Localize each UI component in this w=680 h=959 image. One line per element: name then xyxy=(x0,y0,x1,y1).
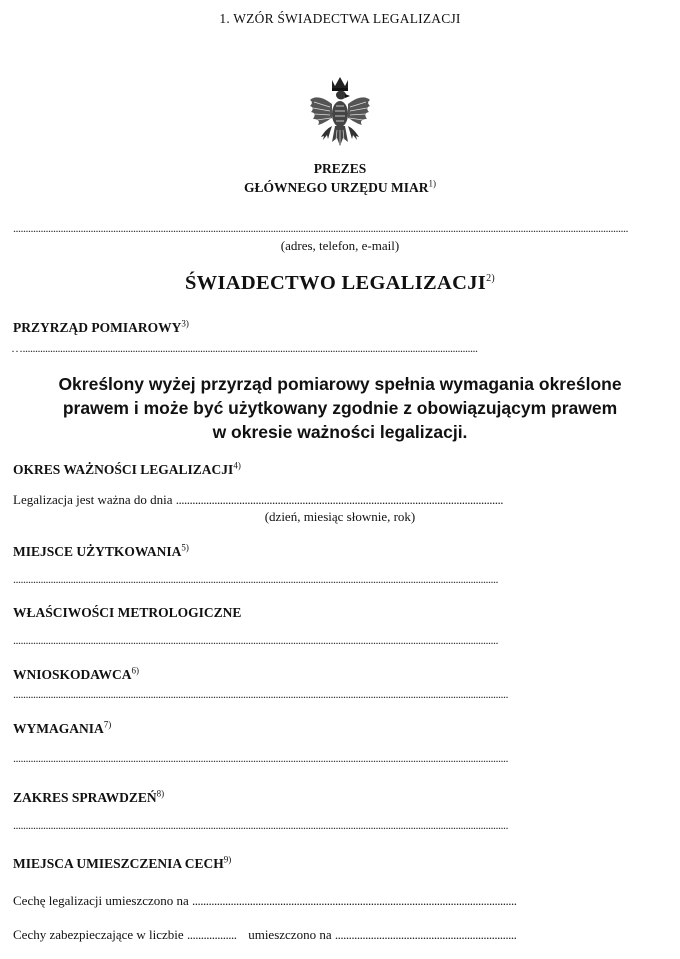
seal-count-field[interactable]: .................. xyxy=(186,927,237,942)
metrology-dotted-line[interactable]: .................................................................................................................................................................................................. xyxy=(13,633,498,647)
footnote-marker: 5) xyxy=(181,542,189,553)
footnote-marker: 9) xyxy=(223,854,232,865)
mark-placement-line xyxy=(13,893,552,909)
place-of-use-label-text: MIEJSCE UŻYTKOWANIA xyxy=(13,544,182,559)
certificate-title xyxy=(0,272,680,295)
validity-caption: (dzień, miesiąc słownie, rok) xyxy=(264,509,416,524)
footnote-marker: 7) xyxy=(103,719,112,730)
conformity-statement xyxy=(20,372,660,444)
scope-label-text: ZAKRES SPRAWDZEŃ xyxy=(13,790,157,805)
requirements-dotted-line[interactable]: ...................................................................................................................................................................................................... xyxy=(13,751,508,765)
footnote-marker: 2) xyxy=(486,273,495,285)
validity-date-field[interactable]: ....................................................................................................................... xyxy=(175,492,504,507)
statement-line-1: Określony wyżej przyrząd pomiarowy spełnia wymagania określone xyxy=(58,374,622,394)
place-of-use-dotted-line[interactable]: .................................................................................................................................................................................................. xyxy=(13,572,498,586)
statement-line-2: prawem i może być użytkowany zgodnie z obowiązującym prawem xyxy=(62,398,618,418)
applicant-label xyxy=(13,667,139,683)
ellipsis-prefix: … xyxy=(11,341,23,355)
scope-dotted-line[interactable]: ...................................................................................................................................................................................................... xyxy=(13,818,508,832)
mark-placement-text: Cechę legalizacji umieszczono na xyxy=(13,893,189,908)
scope-label xyxy=(13,790,164,806)
authority-name: GŁÓWNEGO URZĘDU MIAR xyxy=(243,180,429,195)
instrument-label-text: PRZYRZĄD POMIAROWY xyxy=(13,320,182,335)
validity-text: Legalizacja jest ważna do dnia xyxy=(13,492,173,507)
metrology-label: WŁAŚCIWOŚCI METROLOGICZNE xyxy=(13,605,242,620)
marks-label-text: MIEJSCA UMIESZCZENIA CECH xyxy=(13,856,224,871)
seal-placement-text: umieszczono na xyxy=(248,927,332,942)
mark-placement-field[interactable]: ...................................................................................................................... xyxy=(192,893,517,908)
footnote-marker: 8) xyxy=(156,788,165,799)
validity-line xyxy=(13,492,560,508)
address-caption: (adres, telefon, e-mail) xyxy=(280,238,400,253)
certificate-title-text: ŚWIADECTWO LEGALIZACJI xyxy=(184,272,487,294)
authority-line-2 xyxy=(0,180,680,196)
seal-placement-field[interactable]: .................................................................. xyxy=(334,927,517,942)
footnote-marker: 1) xyxy=(428,178,436,189)
instrument-label xyxy=(13,320,189,336)
authority-line-1: PREZES xyxy=(313,161,367,176)
footnote-marker: 4) xyxy=(233,460,241,471)
requirements-label-text: WYMAGANIA xyxy=(13,721,104,736)
place-of-use-label xyxy=(13,544,189,560)
applicant-label-text: WNIOSKODAWCA xyxy=(13,667,132,682)
requirements-label xyxy=(13,721,111,737)
form-title: 1. WZÓR ŚWIADECTWA LEGALIZACJI xyxy=(219,11,461,26)
marks-label xyxy=(13,856,231,872)
footnote-marker: 6) xyxy=(131,665,140,676)
statement-line-3: w okresie ważności legalizacji. xyxy=(212,422,468,442)
validity-label-text: OKRES WAŻNOŚCI LEGALIZACJI xyxy=(13,462,234,477)
seal-line xyxy=(13,927,540,943)
applicant-dotted-line[interactable]: ...................................................................................................................................................................................................... xyxy=(13,687,508,701)
address-dotted-line[interactable]: ...................................................................................................................................................................................................................................................... xyxy=(13,221,628,235)
validity-label xyxy=(13,462,241,478)
seal-count-text: Cechy zabezpieczające w liczbie xyxy=(13,927,184,942)
instrument-dotted-line[interactable]: …...................................................................................................................................................................................... xyxy=(11,341,478,355)
polish-eagle-emblem-icon xyxy=(308,74,372,154)
footnote-marker: 3) xyxy=(181,318,189,329)
